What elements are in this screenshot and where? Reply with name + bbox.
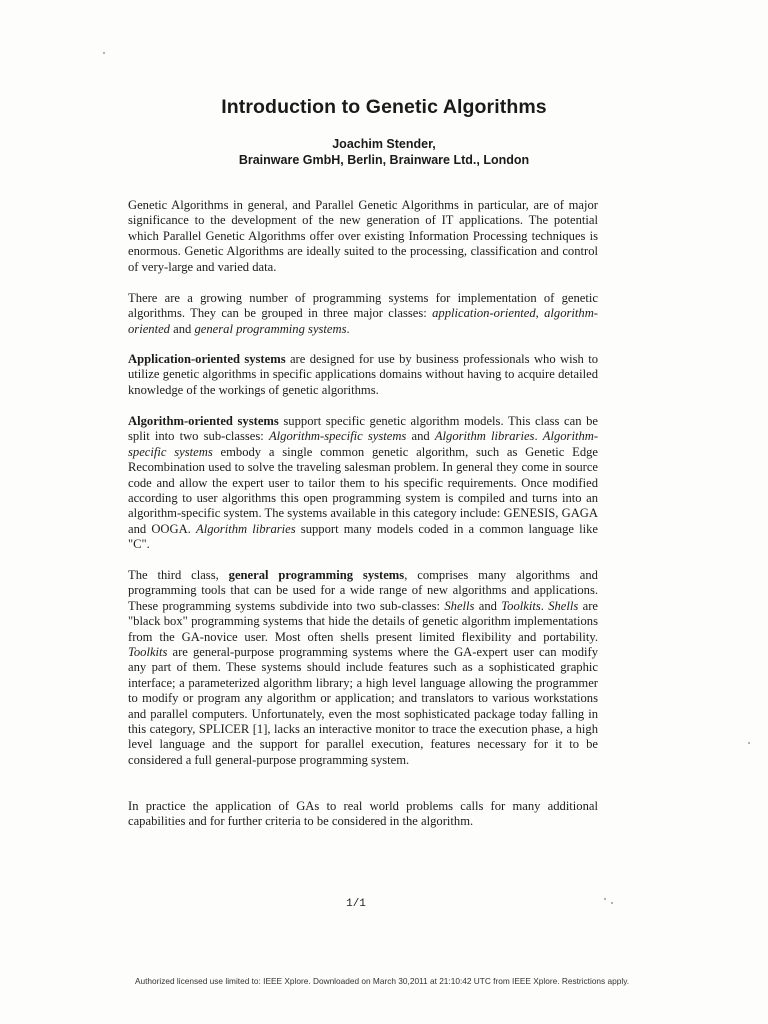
text-run: .: [346, 321, 350, 336]
text-run: and: [169, 321, 195, 336]
text-run: Shells: [444, 598, 475, 613]
author-name: Joachim Stender,: [332, 137, 436, 151]
paragraph-intro: [128, 198, 598, 275]
text-run: application-oriented, algorithm-oriented: [128, 306, 598, 336]
text-run: The third class,: [128, 568, 229, 582]
text-run: .: [540, 598, 549, 613]
author-affiliation: Brainware GmbH, Berlin, Brainware Ltd., London: [238, 153, 530, 167]
text-run: are "black box" programming systems that hide the details of genetic algorithm implementations from the GA-novice user. Most often shells present limited flexibility and portability.: [128, 598, 598, 644]
text-run: Toolkits: [128, 645, 168, 660]
text-run: general programming systems: [194, 321, 347, 336]
text-run: support specific genetic algorithm models. This class can be split into two sub-classes:: [128, 414, 598, 444]
scan-speck: [103, 52, 105, 54]
text-run: There are a growing number of programming systems for implementation of genetic algorithms. They can be grouped in three major classes:: [128, 291, 598, 321]
text-run: embody a single common genetic algorithm, such as Genetic Edge Recombination used to solve the traveling salesman problem. In general they come in source code and allow the expert user to tailor them to his specific requirements. Once modified according to user algorithms this open programming system is compiled and turns into an algorithm-specific system. The systems available in this category include: GENESIS, GAGA and OOGA.: [128, 444, 598, 536]
text-run: Shells: [548, 598, 579, 613]
text-run: are general-purpose programming systems where the GA-expert user can modify any part of them. These systems should include features such as a sophisticated graphic interface; a parameterized algorithm library; a high level language allowing the programmer to modify or program any algorithm or application; and translators to various workstations and parallel computers. Unfortunately, even the most sophisticated package today falling in this category, SPLICER [1], lacks an interactive monitor to trace the execution phase, a high level language and the support for parallel execution, features necessary for it to be considered a full general-purpose programming system.: [128, 645, 598, 767]
paragraph-application-oriented: [128, 352, 598, 398]
text-run: Algorithm-specific systems: [268, 429, 407, 444]
text-run: and: [474, 598, 502, 613]
text-run: .: [534, 429, 543, 444]
paragraph-practice: [128, 799, 598, 830]
text-run: Algorithm-specific systems: [128, 429, 599, 459]
paragraph-classes: [128, 291, 598, 337]
text-run: Algorithm libraries: [196, 521, 296, 536]
text-run: Algorithm-oriented systems: [128, 414, 279, 428]
text-run: , comprises many algorithms and programming tools that can be used for a wide range of new algorithms and applications. These programming systems subdivide into two sub-classes:: [128, 568, 598, 613]
text-run: Algorithm libraries: [434, 429, 535, 444]
text-run: Application-oriented systems: [128, 352, 286, 366]
text-run: Genetic Algorithms in general, and Parallel Genetic Algorithms in particular, are of major significance to the development of the new generation of IT applications. The potential which Parallel Genetic Algorithms offer over existing Information Processing techniques is enormous. Genetic Algorithms are ideally suited to the processing, classification and control of very-large and varied data.: [128, 198, 598, 274]
document-title: Introduction to Genetic Algorithms: [221, 96, 547, 118]
page-number: 1/1: [346, 898, 366, 910]
scan-speck: [748, 742, 750, 744]
text-run: are designed for use by business professionals who wish to utilize genetic algorithms in specific applications domains without having to acquire detailed knowledge of the workings of genetic algorithms.: [128, 352, 598, 397]
text-run: and: [406, 429, 435, 444]
text-run: support many models coded in a common language like "C".: [128, 521, 599, 552]
paragraph-general-programming: [128, 568, 598, 768]
text-run: general programming systems: [228, 568, 405, 582]
paragraph-algorithm-oriented: [128, 414, 598, 553]
text-run: In practice the application of GAs to real world problems calls for many additional capabilities and for further criteria to be considered in the algorithm.: [128, 799, 598, 829]
license-footer: Authorized licensed use limited to: IEEE Xplore. Downloaded on March 30,2011 at 21:10:42 UTC from IEEE Xplore. Restrictions apply.: [134, 976, 630, 986]
text-run: Toolkits: [501, 598, 541, 613]
